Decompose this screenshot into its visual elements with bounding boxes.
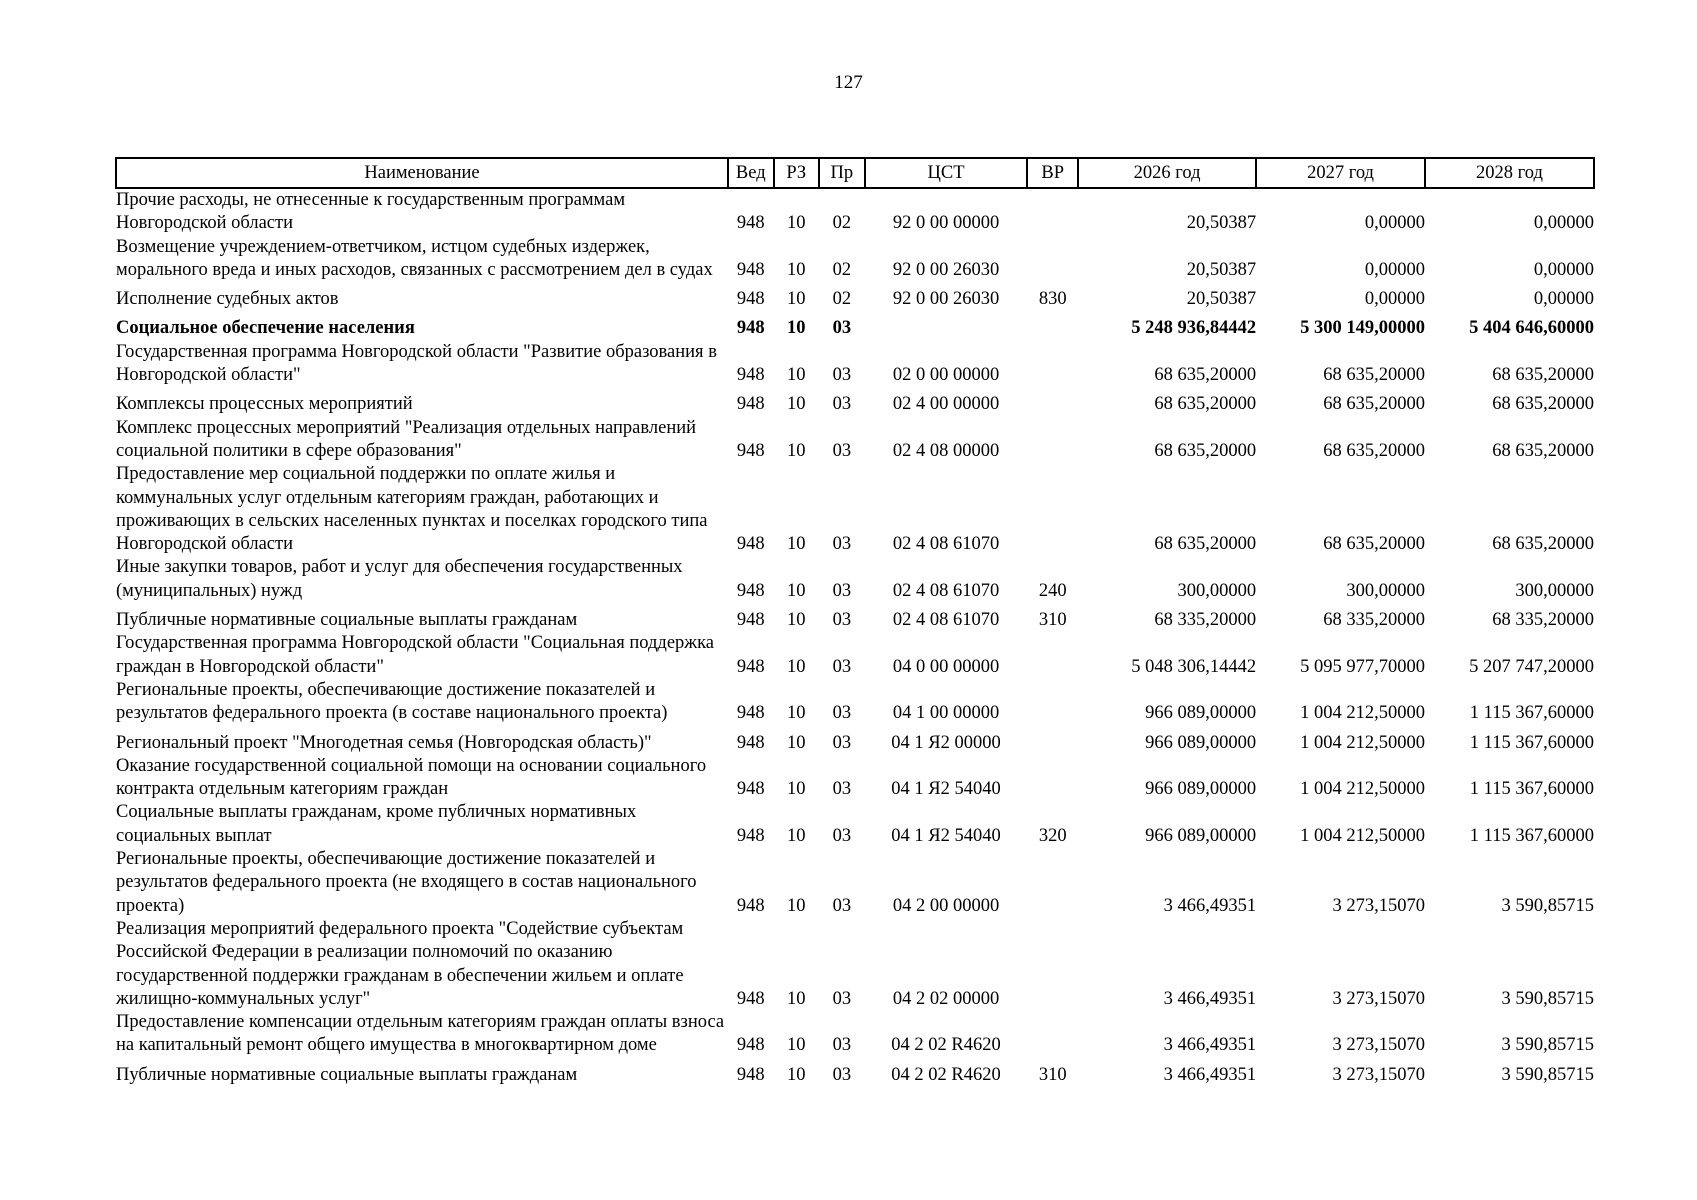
cell-vr bbox=[1027, 755, 1078, 802]
table-row bbox=[116, 387, 1594, 416]
cell-rz: 10 bbox=[787, 534, 806, 555]
cell-2026: 68 335,20000 bbox=[1154, 610, 1257, 631]
table-row bbox=[116, 417, 1594, 464]
header-2028: 2028 год bbox=[1425, 158, 1594, 188]
cell-pr: 03 bbox=[832, 825, 852, 846]
cell-2026: 3 466,49351 bbox=[1163, 1035, 1257, 1056]
cell-2027: 1 004 212,50000 bbox=[1300, 703, 1425, 724]
cell-vr bbox=[1027, 726, 1078, 755]
cell-2027: 68 335,20000 bbox=[1323, 610, 1425, 631]
cell-rz: 10 bbox=[787, 213, 806, 234]
cell-pr: 03 bbox=[832, 895, 852, 916]
cell-cst: 04 2 02 00000 bbox=[892, 988, 1000, 1009]
cell-name: Оказание государственной социальной помощи на основании социального контракта отдельным категориям граждан bbox=[116, 755, 707, 800]
cell-2028: 3 590,85715 bbox=[1501, 988, 1594, 1009]
cell-2028: 3 590,85715 bbox=[1501, 1064, 1594, 1085]
cell-name: Региональный проект "Многодетная семья (Новгородская область)" bbox=[116, 732, 652, 753]
cell-cst: 92 0 00 26030 bbox=[892, 259, 1000, 280]
cell-vr: 310 bbox=[1038, 610, 1067, 631]
cell-ved: 948 bbox=[736, 213, 765, 234]
cell-2028: 300,00000 bbox=[1515, 580, 1594, 601]
table-row bbox=[116, 236, 1594, 283]
cell-pr: 03 bbox=[832, 1064, 852, 1085]
header-vr: ВР bbox=[1027, 158, 1078, 188]
cell-2027: 0,00000 bbox=[1364, 289, 1425, 310]
cell-vr bbox=[1027, 918, 1078, 1011]
cell-pr: 03 bbox=[832, 988, 852, 1009]
cell-cst: 04 1 Я2 00000 bbox=[891, 732, 1001, 753]
cell-2027: 1 004 212,50000 bbox=[1300, 825, 1425, 846]
cell-rz: 10 bbox=[787, 1035, 806, 1056]
cell-cst: 04 0 00 00000 bbox=[892, 656, 1000, 677]
cell-rz: 10 bbox=[787, 703, 806, 724]
cell-name: Региональные проекты, обеспечивающие достижение показателей и результатов федерального проекта (не входящего в состав национального проекта) bbox=[116, 849, 697, 916]
table-row bbox=[116, 603, 1594, 632]
cell-2028: 68 335,20000 bbox=[1492, 610, 1594, 631]
cell-vr: 310 bbox=[1038, 1064, 1067, 1085]
cell-2028: 68 635,20000 bbox=[1492, 365, 1594, 386]
cell-pr: 03 bbox=[832, 779, 852, 800]
cell-name: Возмещение учреждением-ответчиком, истцом судебных издержек, морального вреда и иных расходов, связанных с рассмотрением дел в судах bbox=[116, 236, 713, 280]
header-name: Наименование bbox=[116, 158, 728, 188]
cell-rz: 10 bbox=[787, 732, 806, 753]
cell-cst: 04 1 Я2 54040 bbox=[891, 825, 1001, 846]
header-row bbox=[116, 158, 1594, 188]
cell-vr bbox=[1027, 463, 1078, 556]
cell-ved: 948 bbox=[736, 365, 765, 386]
cell-rz: 10 bbox=[787, 825, 806, 846]
cell-2028: 3 590,85715 bbox=[1501, 1035, 1594, 1056]
cell-2026: 966 089,00000 bbox=[1145, 703, 1257, 724]
cell-vr bbox=[1027, 679, 1078, 726]
header-ved: Вед bbox=[728, 158, 774, 188]
cell-2026: 5 048 306,14442 bbox=[1131, 656, 1257, 677]
header-2026: 2026 год bbox=[1078, 158, 1256, 188]
cell-pr: 03 bbox=[832, 703, 852, 724]
cell-rz: 10 bbox=[787, 259, 806, 280]
table-header bbox=[116, 158, 1594, 188]
cell-ved: 948 bbox=[736, 259, 765, 280]
cell-2027: 3 273,15070 bbox=[1332, 1064, 1425, 1085]
cell-vr bbox=[1027, 632, 1078, 679]
cell-2028: 1 115 367,60000 bbox=[1469, 779, 1594, 800]
cell-2027: 1 004 212,50000 bbox=[1300, 732, 1425, 753]
cell-name: Реализация мероприятий федерального проекта "Содействие субъектам Российской Федерации в реализации полномочий по оказанию государственной поддержки гражданам в обеспечении жильем и оплате жилищно-коммунальных услуг" bbox=[116, 918, 684, 1009]
cell-2026: 5 248 936,84442 bbox=[1131, 318, 1257, 339]
cell-2027: 3 273,15070 bbox=[1332, 1035, 1425, 1056]
header-2027: 2027 год bbox=[1256, 158, 1425, 188]
cell-rz: 10 bbox=[787, 394, 806, 415]
cell-2027: 68 635,20000 bbox=[1323, 394, 1425, 415]
cell-cst: 02 0 00 00000 bbox=[892, 365, 1000, 386]
cell-2027: 3 273,15070 bbox=[1332, 988, 1425, 1009]
cell-vr bbox=[1027, 1011, 1078, 1058]
cell-rz: 10 bbox=[787, 656, 806, 677]
table-row bbox=[116, 726, 1594, 755]
cell-2027: 5 095 977,70000 bbox=[1300, 656, 1425, 677]
cell-2026: 20,50387 bbox=[1186, 259, 1257, 280]
cell-2026: 300,00000 bbox=[1177, 580, 1257, 601]
cell-2028: 0,00000 bbox=[1533, 289, 1594, 310]
cell-2026: 68 635,20000 bbox=[1154, 394, 1257, 415]
cell-vr bbox=[1027, 387, 1078, 416]
budget-table bbox=[115, 157, 1595, 1087]
cell-name: Социальное обеспечение населения bbox=[116, 318, 415, 339]
cell-ved: 948 bbox=[736, 1064, 765, 1085]
cell-cst: 02 4 00 00000 bbox=[892, 394, 1000, 415]
table-row bbox=[116, 463, 1594, 556]
cell-ved: 948 bbox=[736, 318, 765, 339]
cell-pr: 02 bbox=[832, 213, 852, 234]
table-row bbox=[116, 556, 1594, 603]
cell-2026: 3 466,49351 bbox=[1163, 988, 1257, 1009]
cell-cst: 04 1 00 00000 bbox=[892, 703, 1000, 724]
cell-pr: 03 bbox=[832, 318, 852, 339]
cell-2026: 3 466,49351 bbox=[1163, 895, 1257, 916]
cell-vr bbox=[1027, 848, 1078, 918]
cell-ved: 948 bbox=[736, 394, 765, 415]
cell-ved: 948 bbox=[736, 825, 765, 846]
cell-2028: 68 635,20000 bbox=[1492, 440, 1594, 461]
cell-rz: 10 bbox=[787, 318, 806, 339]
cell-cst: 92 0 00 00000 bbox=[892, 213, 1000, 234]
table-row bbox=[116, 848, 1594, 918]
cell-2028: 0,00000 bbox=[1533, 259, 1594, 280]
cell-cst: 02 4 08 61070 bbox=[892, 610, 1000, 631]
cell-pr: 03 bbox=[832, 732, 852, 753]
cell-cst bbox=[865, 311, 1028, 340]
cell-ved: 948 bbox=[736, 703, 765, 724]
cell-2027: 5 300 149,00000 bbox=[1300, 318, 1425, 339]
cell-2028: 0,00000 bbox=[1533, 213, 1594, 234]
cell-name: Прочие расходы, не отнесенные к государственным программам Новгородской области bbox=[116, 190, 626, 234]
cell-ved: 948 bbox=[736, 610, 765, 631]
cell-2026: 966 089,00000 bbox=[1145, 825, 1257, 846]
cell-rz: 10 bbox=[787, 440, 806, 461]
cell-rz: 10 bbox=[787, 580, 806, 601]
table-row bbox=[116, 918, 1594, 1011]
cell-2027: 300,00000 bbox=[1346, 580, 1425, 601]
cell-vr bbox=[1027, 417, 1078, 464]
cell-rz: 10 bbox=[787, 895, 806, 916]
table-row bbox=[116, 1058, 1594, 1087]
cell-ved: 948 bbox=[736, 895, 765, 916]
cell-vr bbox=[1027, 341, 1078, 388]
cell-pr: 02 bbox=[832, 259, 852, 280]
table-row bbox=[116, 1011, 1594, 1058]
cell-2027: 68 635,20000 bbox=[1323, 440, 1425, 461]
cell-2028: 68 635,20000 bbox=[1492, 394, 1594, 415]
cell-ved: 948 bbox=[736, 732, 765, 753]
table-row bbox=[116, 188, 1594, 236]
cell-pr: 03 bbox=[832, 656, 852, 677]
cell-2027: 0,00000 bbox=[1364, 259, 1425, 280]
cell-name: Государственная программа Новгородской области "Социальная поддержка граждан в Новгородской области" bbox=[116, 633, 714, 677]
cell-2026: 68 635,20000 bbox=[1154, 534, 1257, 555]
cell-2027: 68 635,20000 bbox=[1323, 534, 1425, 555]
cell-2027: 68 635,20000 bbox=[1323, 365, 1425, 386]
page-number: 127 bbox=[834, 72, 863, 93]
cell-2026: 966 089,00000 bbox=[1145, 732, 1257, 753]
cell-2028: 5 207 747,20000 bbox=[1469, 656, 1594, 677]
table-row bbox=[116, 755, 1594, 802]
cell-cst: 04 1 Я2 54040 bbox=[891, 779, 1001, 800]
table-row bbox=[116, 801, 1594, 848]
cell-ved: 948 bbox=[736, 779, 765, 800]
header-cst: ЦСТ bbox=[865, 158, 1028, 188]
cell-ved: 948 bbox=[736, 440, 765, 461]
cell-vr: 320 bbox=[1038, 825, 1067, 846]
cell-2028: 3 590,85715 bbox=[1501, 895, 1594, 916]
cell-ved: 948 bbox=[736, 534, 765, 555]
cell-2026: 68 635,20000 bbox=[1154, 365, 1257, 386]
table-row bbox=[116, 282, 1594, 311]
cell-vr: 830 bbox=[1038, 289, 1067, 310]
cell-rz: 10 bbox=[787, 365, 806, 386]
cell-name: Государственная программа Новгородской области "Развитие образования в Новгородской области" bbox=[116, 341, 717, 386]
cell-2027: 1 004 212,50000 bbox=[1300, 779, 1425, 800]
cell-cst: 04 2 00 00000 bbox=[892, 895, 1000, 916]
cell-2026: 20,50387 bbox=[1186, 213, 1257, 234]
cell-name: Комплекс процессных мероприятий "Реализация отдельных направлений социальной политики в сфере образования" bbox=[116, 417, 697, 461]
header-pr: Пр bbox=[819, 158, 865, 188]
cell-ved: 948 bbox=[736, 1035, 765, 1056]
cell-rz: 10 bbox=[787, 988, 806, 1009]
cell-ved: 948 bbox=[736, 988, 765, 1009]
cell-name: Предоставление компенсации отдельным категориям граждан оплаты взноса на капитальный ремонт общего имущества в многоквартирном доме bbox=[116, 1012, 725, 1056]
cell-2026: 966 089,00000 bbox=[1145, 779, 1257, 800]
cell-cst: 92 0 00 26030 bbox=[892, 289, 1000, 310]
cell-vr bbox=[1027, 236, 1078, 283]
cell-pr: 03 bbox=[832, 365, 852, 386]
cell-vr bbox=[1027, 311, 1078, 340]
cell-ved: 948 bbox=[736, 580, 765, 601]
cell-cst: 02 4 08 00000 bbox=[892, 440, 1000, 461]
cell-name: Исполнение судебных актов bbox=[116, 289, 339, 310]
cell-2026: 68 635,20000 bbox=[1154, 440, 1257, 461]
cell-pr: 03 bbox=[832, 610, 852, 631]
cell-2028: 1 115 367,60000 bbox=[1469, 703, 1594, 724]
cell-2028: 1 115 367,60000 bbox=[1469, 825, 1594, 846]
cell-name: Иные закупки товаров, работ и услуг для обеспечения государственных (муниципальных) нужд bbox=[116, 557, 683, 601]
table-row bbox=[116, 311, 1594, 340]
cell-vr bbox=[1027, 188, 1078, 236]
cell-2028: 68 635,20000 bbox=[1492, 534, 1594, 555]
cell-rz: 10 bbox=[787, 610, 806, 631]
cell-pr: 02 bbox=[832, 289, 852, 310]
cell-rz: 10 bbox=[787, 289, 806, 310]
cell-name: Комплексы процессных мероприятий bbox=[116, 394, 413, 415]
cell-cst: 04 2 02 R4620 bbox=[891, 1035, 1001, 1056]
cell-rz: 10 bbox=[787, 1064, 806, 1085]
cell-name: Региональные проекты, обеспечивающие достижение показателей и результатов федерального проекта (в составе национального проекта) bbox=[116, 679, 668, 724]
cell-pr: 03 bbox=[832, 440, 852, 461]
cell-name: Предоставление мер социальной поддержки по оплате жилья и коммунальных услуг отдельным категориям граждан, работающих и проживающих в сельских населенных пунктах и поселках городского типа Новгородской области bbox=[116, 464, 708, 555]
cell-name: Публичные нормативные социальные выплаты гражданам bbox=[116, 610, 578, 631]
header-rz: РЗ bbox=[774, 158, 820, 188]
cell-vr: 240 bbox=[1038, 580, 1067, 601]
cell-pr: 03 bbox=[832, 534, 852, 555]
cell-ved: 948 bbox=[736, 289, 765, 310]
cell-pr: 03 bbox=[832, 580, 852, 601]
cell-pr: 03 bbox=[832, 394, 852, 415]
cell-2026: 3 466,49351 bbox=[1163, 1064, 1257, 1085]
table-row bbox=[116, 679, 1594, 726]
cell-2026: 20,50387 bbox=[1186, 289, 1257, 310]
cell-cst: 02 4 08 61070 bbox=[892, 580, 1000, 601]
cell-rz: 10 bbox=[787, 779, 806, 800]
cell-ved: 948 bbox=[736, 656, 765, 677]
cell-cst: 02 4 08 61070 bbox=[892, 534, 1000, 555]
cell-2028: 1 115 367,60000 bbox=[1469, 732, 1594, 753]
cell-name: Публичные нормативные социальные выплаты гражданам bbox=[116, 1064, 578, 1085]
cell-2027: 3 273,15070 bbox=[1332, 895, 1425, 916]
cell-pr: 03 bbox=[832, 1035, 852, 1056]
cell-cst: 04 2 02 R4620 bbox=[891, 1064, 1001, 1085]
table-body bbox=[116, 188, 1594, 1087]
table-row bbox=[116, 632, 1594, 679]
table-row bbox=[116, 341, 1594, 388]
cell-2028: 5 404 646,60000 bbox=[1469, 318, 1594, 339]
cell-2027: 0,00000 bbox=[1364, 213, 1425, 234]
cell-name: Социальные выплаты гражданам, кроме публичных нормативных социальных выплат bbox=[116, 802, 637, 846]
